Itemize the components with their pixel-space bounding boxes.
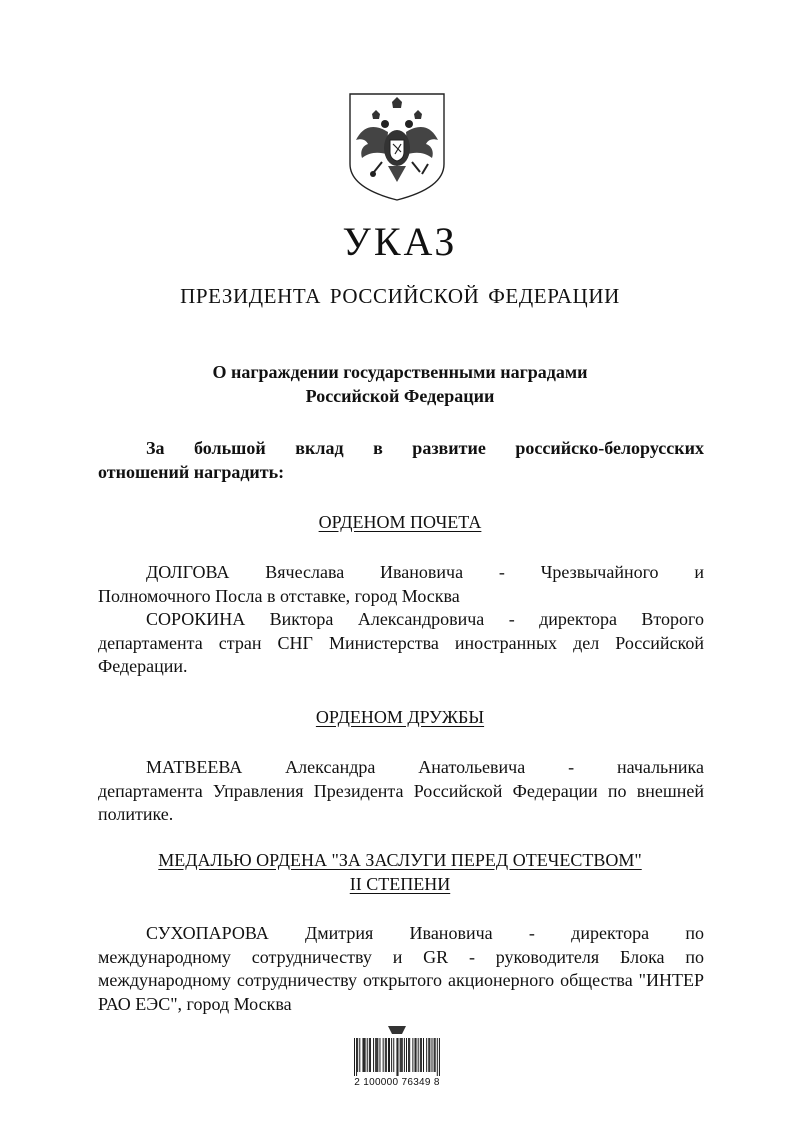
document-subtitle: ПРЕЗИДЕНТА РОССИЙСКОЙ ФЕДЕРАЦИИ	[180, 284, 620, 308]
barcode-icon	[352, 1024, 442, 1076]
intro-paragraph	[98, 437, 704, 484]
award-entry	[98, 561, 704, 608]
award-title-line-2: II СТЕПЕНИ	[349, 873, 451, 894]
entry-continuation: Полномочного Посла в отставке, город Москва	[98, 585, 460, 606]
award-title-line-1: МЕДАЛЬЮ ОРДЕНА "ЗА ЗАСЛУГИ ПЕРЕД ОТЕЧЕСТВОМ"	[158, 850, 642, 870]
entry-first-line: СУХОПАРОВА Дмитрия Ивановича - директора по	[146, 923, 704, 943]
entry-first-line: ДОЛГОВА Вячеслава Ивановича - Чрезвычайного и	[146, 562, 704, 582]
entry-continuation: департамента Управления Президента Российской Федерации по внешней политике.	[98, 780, 704, 824]
intro-line-1: За большой вклад в развитие российско-белорусских	[146, 438, 704, 458]
award-title-order-of-honour: ОРДЕНОМ ПОЧЕТА	[318, 512, 482, 532]
intro-line-2: отношений наградить:	[98, 461, 285, 482]
entry-first-line: СОРОКИНА Виктора Александровича - директора Второго	[146, 609, 704, 629]
award-entry	[98, 756, 704, 827]
coat-of-arms-emblem	[348, 92, 446, 202]
barcode-number: 2 100000 76349 8	[354, 1077, 440, 1088]
heading-line-2: Российской Федерации	[305, 386, 495, 406]
decree-heading	[0, 360, 800, 408]
entry-continuation: международному сотрудничеству и GR - руководителя Блока по международному сотрудничеству открытого акционерного общества "ИНТЕР РАО ЕЭС", город Москва	[98, 946, 704, 1014]
document-barcode	[352, 1024, 442, 1094]
award-title-order-of-friendship: ОРДЕНОМ ДРУЖБЫ	[315, 707, 485, 727]
russian-coat-of-arms-icon	[348, 92, 446, 202]
award-entry	[98, 608, 704, 679]
entry-continuation: департамента стран СНГ Министерства иностранных дел Российской Федерации.	[98, 632, 704, 676]
document-title: УКАЗ	[342, 219, 458, 264]
award-title-medal-of-order	[0, 849, 800, 896]
entry-first-line: МАТВЕЕВА Александра Анатольевича - начальника	[146, 757, 704, 777]
award-entry	[98, 922, 704, 1016]
heading-line-1: О награждении государственными наградами	[212, 362, 588, 382]
